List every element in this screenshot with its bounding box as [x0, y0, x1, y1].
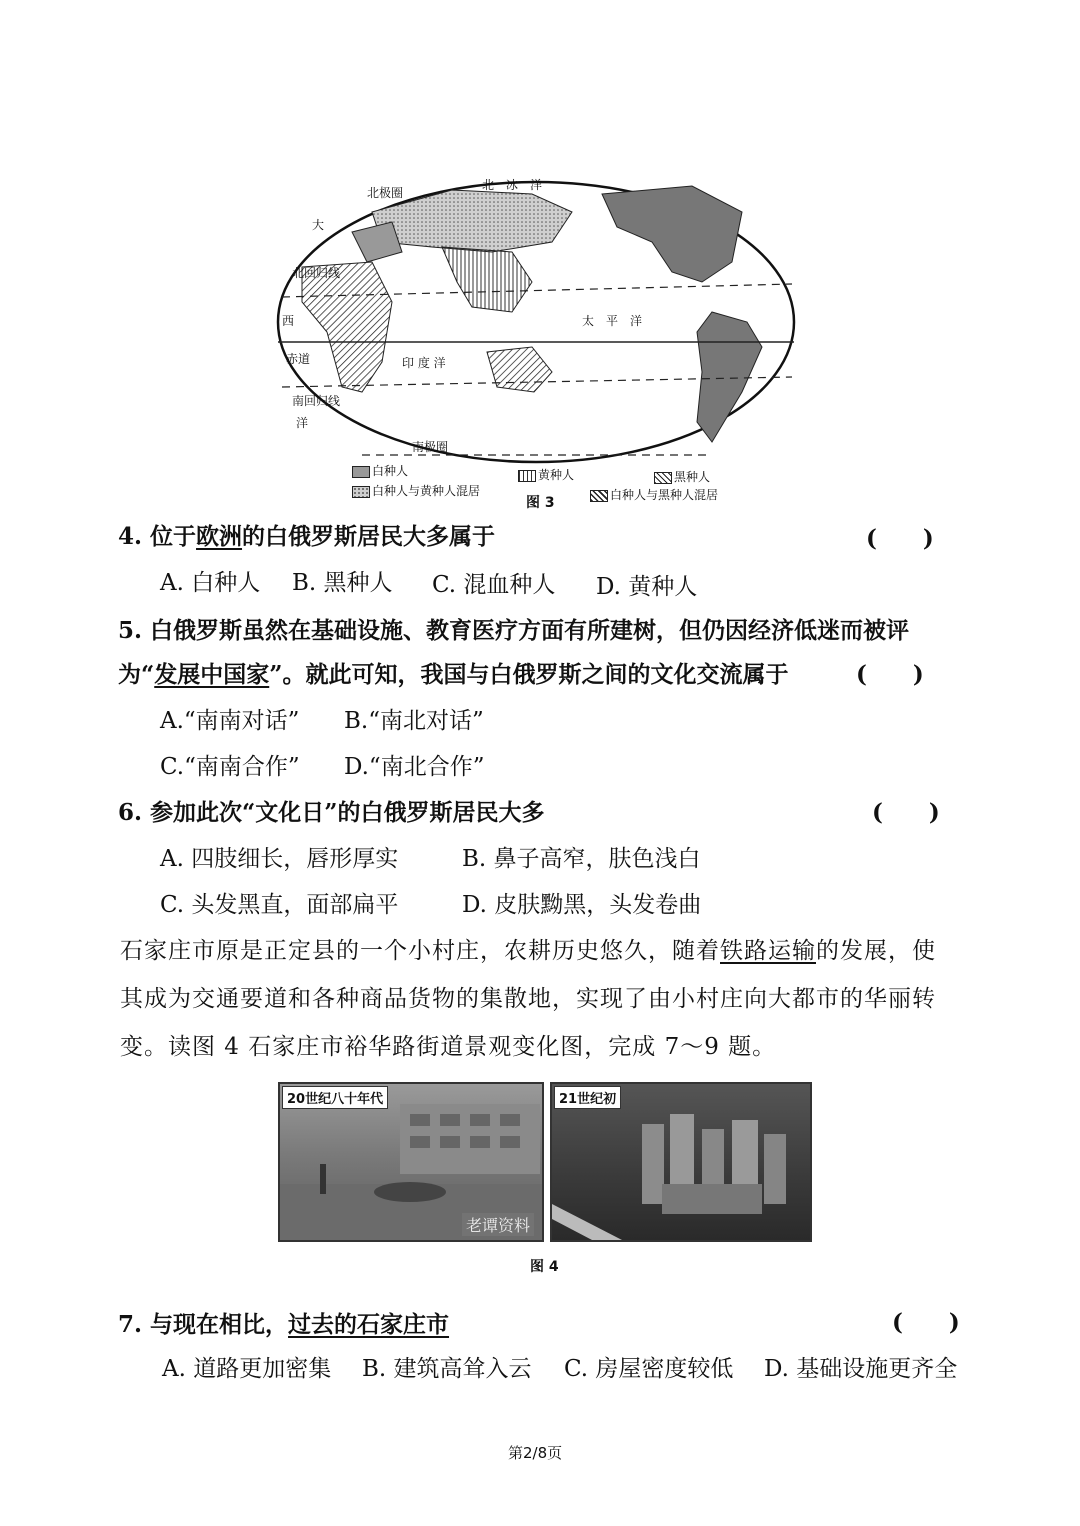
q6-option-c[interactable]: C. 头发黑直，面部扁平 — [160, 892, 399, 918]
q5-underlined-developing: 发展中国家 — [154, 661, 270, 688]
legend-white: 白种人 — [352, 462, 408, 479]
passage-underlined-railway: 铁路运输 — [720, 938, 816, 964]
label-tropic-capricorn: 南回归线 — [292, 394, 341, 408]
passage-line-2: 其成为交通要道和各种商品货物的集散地，实现了由小村庄向大都市的华丽转 — [120, 986, 936, 1012]
figure-4-caption: 图 4 — [530, 1259, 559, 1275]
q4-answer-paren[interactable]: ( ) — [866, 525, 934, 552]
photo-1980s-label: 20世纪八十年代 — [282, 1086, 388, 1109]
photo-2000s — [550, 1082, 812, 1242]
world-map-graphic — [272, 172, 800, 472]
label-arctic-ocean: 北 冰 洋 — [482, 178, 543, 192]
label-atlantic-2: 西 — [282, 314, 295, 328]
q5-option-c[interactable]: C.“南南合作” — [160, 754, 300, 780]
q7-option-c[interactable]: C. 房屋密度较低 — [564, 1356, 734, 1382]
figure-3-world-map — [272, 172, 800, 472]
watermark: 老谭资料 — [462, 1213, 534, 1236]
q5-option-d[interactable]: D.“南北合作” — [344, 754, 485, 780]
q6-option-a[interactable]: A. 四肢细长，唇形厚实 — [160, 846, 399, 872]
question-7: 7. 与现在相比，过去的石家庄市 — [118, 1311, 450, 1338]
q5-answer-paren[interactable]: ( ) — [856, 661, 924, 688]
question-4: 4. 位于欧洲的白俄罗斯居民大多属于 — [118, 523, 496, 550]
q6-answer-paren[interactable]: ( ) — [872, 799, 940, 826]
label-antarctic-circle: 南极圈 — [412, 440, 449, 454]
q7-option-d[interactable]: D. 基础设施更齐全 — [764, 1356, 958, 1382]
q5-option-b[interactable]: B.“南北对话” — [344, 708, 484, 734]
label-pacific: 太 平 洋 — [582, 314, 643, 328]
q7-underlined-past: 过去的石家庄市 — [288, 1311, 450, 1338]
q4-option-d[interactable]: D. 黄种人 — [596, 574, 698, 600]
label-indian-ocean: 印 度 洋 — [402, 356, 446, 370]
passage-line-1: 石家庄市原是正定县的一个小村庄，农耕历史悠久，随着铁路运输的发展，使 — [120, 938, 936, 964]
label-arctic-circle: 北极圈 — [367, 186, 404, 200]
q4-option-a[interactable]: A. 白种人 — [160, 570, 261, 596]
figure-3-caption: 图 3 — [526, 495, 555, 511]
passage-line-3: 变。读图 4 石家庄市裕华路街道景观变化图，完成 7～9 题。 — [120, 1034, 777, 1060]
q4-option-c[interactable]: C. 混血种人 — [432, 572, 556, 598]
q7-answer-paren[interactable]: ( ) — [892, 1309, 960, 1336]
legend-white-yellow: 白种人与黄种人混居 — [352, 482, 480, 499]
photo-1980s — [278, 1082, 544, 1242]
label-tropic-cancer: 北回归线 — [292, 266, 341, 280]
question-5-line2: 为“发展中国家”。就此可知，我国与白俄罗斯之间的文化交流属于 — [118, 661, 789, 688]
question-6: 6. 参加此次“文化日”的白俄罗斯居民大多 — [118, 799, 545, 826]
label-atlantic-1: 大 — [312, 218, 325, 232]
page-number: 第2/8页 — [508, 1444, 563, 1462]
label-equator: 赤道 — [286, 352, 311, 366]
legend-yellow: 黄种人 — [518, 466, 574, 483]
q4-option-b[interactable]: B. 黑种人 — [292, 570, 393, 596]
q6-option-d[interactable]: D. 皮肤黝黑，头发卷曲 — [462, 892, 702, 918]
legend-black: 黑种人 — [654, 468, 710, 485]
legend-white-black: 白种人与黑种人混居 — [590, 486, 718, 503]
label-atlantic-3: 洋 — [296, 416, 309, 430]
photo-2000s-label: 21世纪初 — [554, 1086, 621, 1109]
question-5-line1: 5. 白俄罗斯虽然在基础设施、教育医疗方面有所建树，但仍因经济低迷而被评 — [118, 617, 910, 644]
q6-option-b[interactable]: B. 鼻子高窄，肤色浅白 — [462, 846, 701, 872]
q7-option-b[interactable]: B. 建筑高耸入云 — [362, 1356, 532, 1382]
q5-option-a[interactable]: A.“南南对话” — [160, 708, 300, 734]
q7-option-a[interactable]: A. 道路更加密集 — [162, 1356, 332, 1382]
q4-underlined-europe: 欧洲 — [196, 523, 243, 550]
